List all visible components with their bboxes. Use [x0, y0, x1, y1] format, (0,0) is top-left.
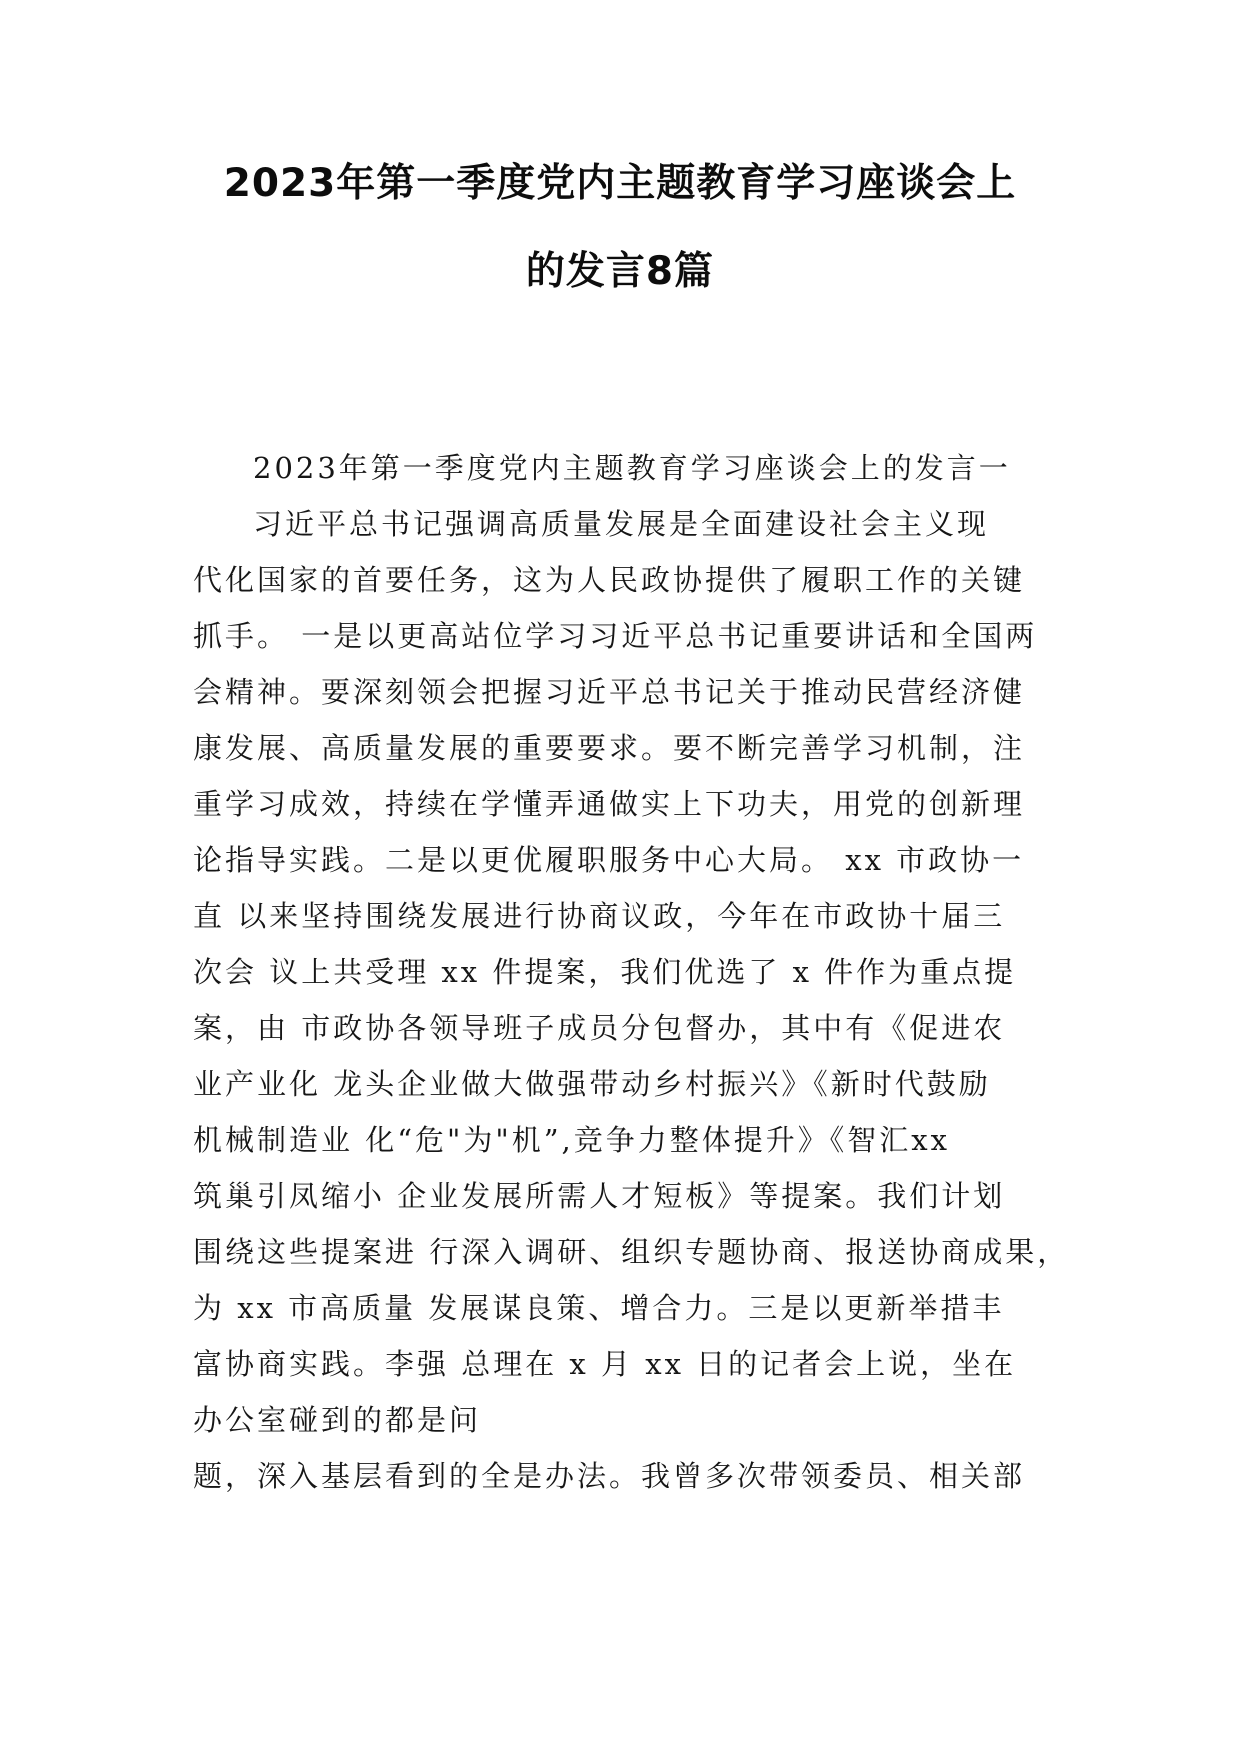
paragraph-line: 康发展、高质量发展的重要要求。要不断完善学习机制，注 [193, 731, 1026, 765]
paragraph-line: 次会 议上共受理 xx 件提案，我们优选了 x 件作为重点提 [193, 955, 1017, 989]
paragraph-line: 办公室碰到的都是问 [193, 1403, 482, 1437]
paragraph-line: 会精神。要深刻领会把握习近平总书记关于推动民营经济健 [193, 675, 1026, 709]
document-title-line-1: 2023年第一季度党内主题教育学习座谈会上 [223, 161, 1017, 206]
document-body [193, 440, 1070, 1504]
paragraph-line: 代化国家的首要任务，这为人民政协提供了履职工作的关键 [193, 563, 1026, 597]
paragraph-line: 案，由 市政协各领导班子成员分包督办，其中有《促进农 [193, 1011, 1006, 1045]
paragraph-line: 抓手。 一是以更高站位学习习近平总书记重要讲话和全国两 [193, 619, 1038, 653]
section-heading: 2023年第一季度党内主题教育学习座谈会上的发言一 [253, 451, 1011, 485]
paragraph-line: 富协商实践。李强 总理在 x 月 xx 日的记者会上说，坐在 [193, 1347, 1017, 1381]
paragraph-line: 围绕这些提案进 行深入调研、组织专题协商、报送协商成果， [193, 1235, 1070, 1269]
paragraph-line: 题，深入基层看到的全是办法。我曾多次带领委员、相关部 [193, 1459, 1026, 1493]
paragraph-line: 为 xx 市高质量 发展谋良策、增合力。三是以更新举措丰 [193, 1291, 1005, 1325]
paragraph-line: 机械制造业 化“危"为"机”,竞争力整体提升》《智汇xx [193, 1123, 950, 1157]
paragraph-line: 重学习成效，持续在学懂弄通做实上下功夫，用党的创新理 [193, 787, 1026, 821]
paragraph-line: 业产业化 龙头企业做大做强带动乡村振兴》《新时代鼓励 [193, 1067, 991, 1101]
document-title-line-2: 的发言8篇 [525, 249, 715, 294]
paragraph-line: 论指导实践。二是以更优履职服务中心大局。 xx 市政协一 [193, 843, 1025, 877]
paragraph-line: 习近平总书记强调高质量发展是全面建设社会主义现 [253, 507, 990, 541]
paragraph-line: 直 以来坚持围绕发展进行协商议政，今年在市政协十届三 [193, 899, 1006, 933]
paragraph-line: 筑巢引凤缩小 企业发展所需人才短板》等提案。我们计划 [193, 1179, 1006, 1213]
